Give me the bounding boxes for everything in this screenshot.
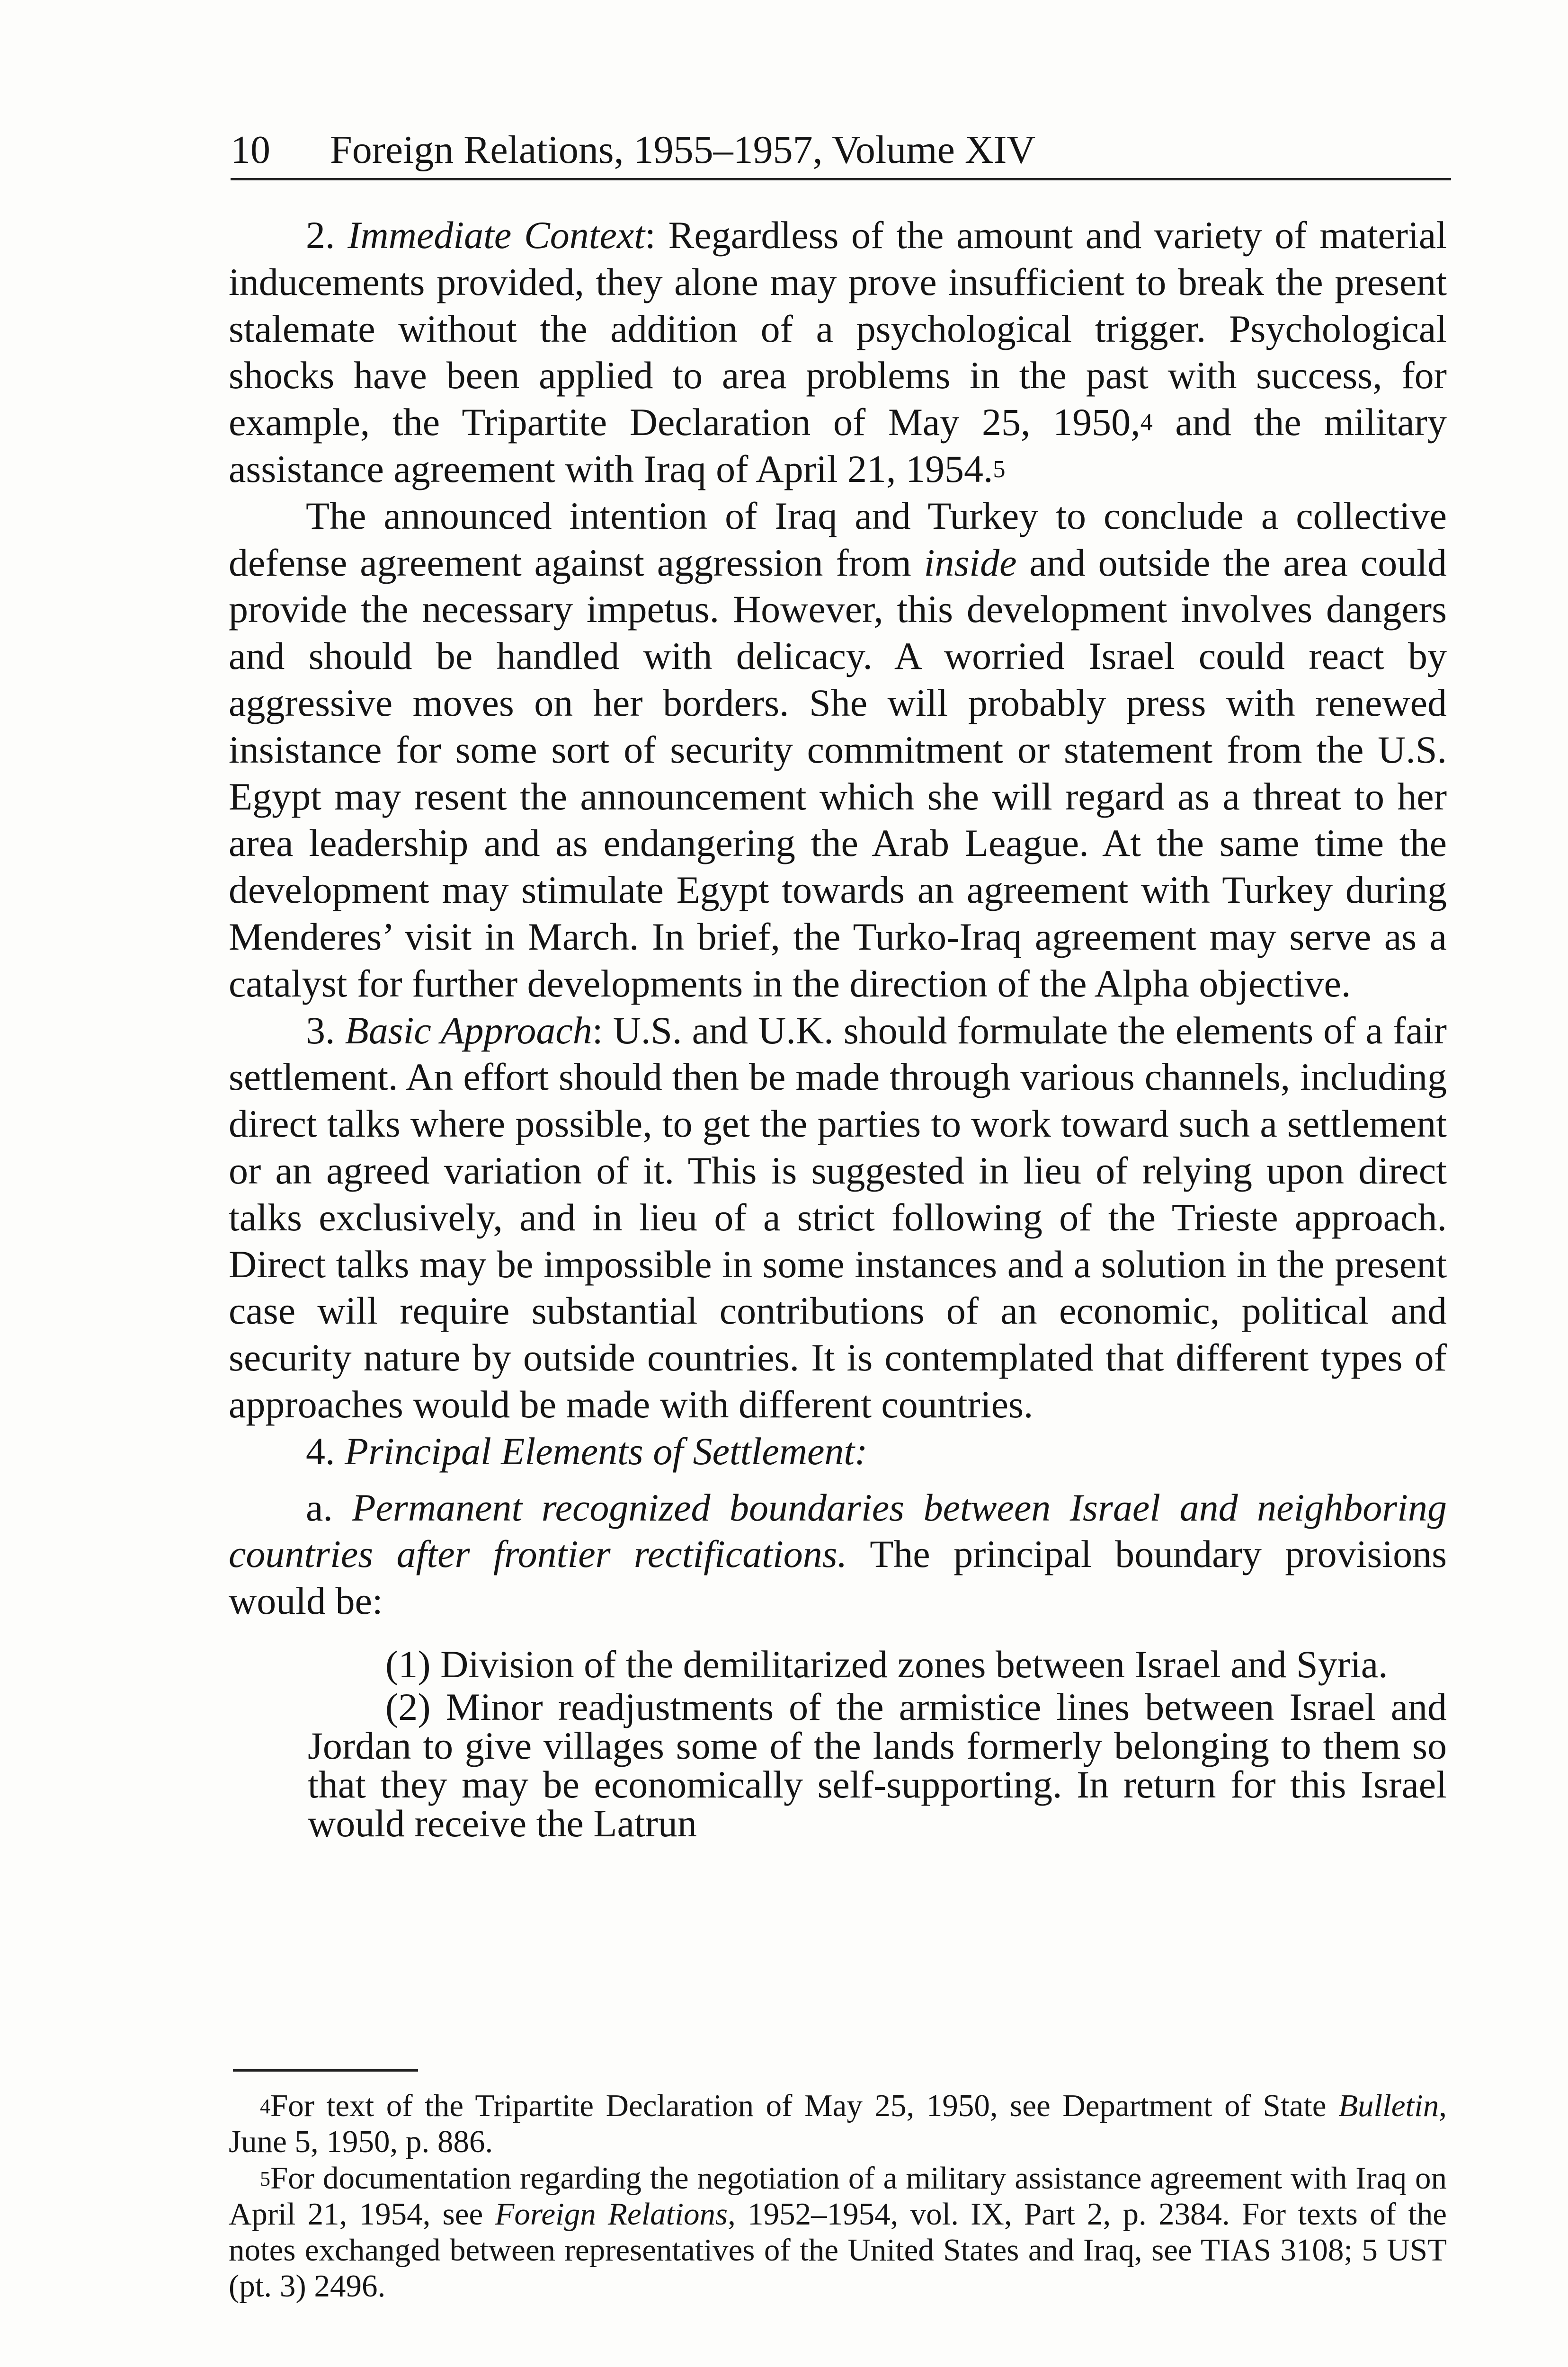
footnote-ref-4[interactable]: 4 [1140, 409, 1153, 436]
paragraph-basic-approach: 3. Basic Approach: U.S. and U.K. should formulate the elements of a fair settlement. An effort should then be made through various channels, including direct talks where possible, to get the parties to work toward such a settlement or an agreed variation of it. This is suggested in lieu of relying upon direct talks exclusively, and in lieu of a strict following of the Trieste approach. Direct talks may be impossible in some instances and a solution in the present case will require substantial contributions of an economic, political and security nature by outside countries. It is contemplated that different types of approaches would be made with different countries. [229, 1008, 1447, 1426]
paragraph-boundaries: a. Permanent recognized boundaries between Israel and neighboring countries after frontier rectifications. The principal boundary provisions would be: [229, 1486, 1447, 1623]
emphasis-inside: inside [924, 541, 1017, 584]
footnote-5: $^5$For documentation regarding the negotiation of a military assistance agreement with Iraq on April 21, 1954, see Foreign Relations, 1952–1954, vol. IX, Part 2, p. 2384. For texts of the notes exchanged between representatives of the United States and Iraq, see TIAS 3108; 5 UST (pt. 3) 2496. [229, 2161, 1447, 2304]
page-number: 10 [231, 128, 270, 172]
running-title: Foreign Relations, 1955–1957, Volume XIV [330, 128, 1036, 172]
heading-boundaries: Permanent recognized boundaries between Israel and neighboring countries after frontier rectifications. [229, 1486, 1447, 1576]
running-header [231, 122, 1451, 180]
paragraph-principal-elements: 4. Principal Elements of Settlement: [306, 1429, 868, 1473]
heading-immediate-context: Immediate Context [347, 214, 645, 257]
list-item-armistice-lines: (2) Minor readjustments of the armistice lines between Israel and Jordan to give villages some of the lands formerly belonging to them so that they may be economically self-supporting. In return for this Israel would receive the Latrun [308, 1685, 1447, 1845]
footnote-4: $^4$For text of the Tripartite Declaration of May 25, 1950, see Department of State Bulletin, June 5, 1950, p. 886. [229, 2088, 1447, 2159]
heading-basic-approach: Basic Approach [345, 1008, 592, 1052]
paragraph-immediate-context: 2. Immediate Context: Regardless of the amount and variety of material inducements provided, they alone may prove insufficient to break the present stalemate without the addition of a psychological trigger. Psychological shocks have been applied to area problems in the past with success, for example, the Tripartite Declaration of May 25, 1950,$^4$ and the military assistance agreement with Iraq of April 21, 1954.$^5$ [229, 214, 1447, 490]
paragraph-turko-iraq: The announced intention of Iraq and Turkey to conclude a collective defense agreement against aggression from inside and outside the area could provide the necessary impetus. However, this development involves dangers and should be handled with delicacy. A worried Israel could react by aggressive moves on her borders. She will probably press with renewed insistance for some sort of security commitment or statement from the U.S. Egypt may resent the announcement which she will regard as a threat to her area leadership and as endangering the Arab League. At the same time the development may stimulate Egypt towards an agreement with Turkey during Menderes’ visit in March. In brief, the Turko-Iraq agreement may serve as a catalyst for further developments in the direction of the Alpha objective. [229, 494, 1447, 1005]
footnote-divider [233, 2069, 418, 2072]
footnote-ref-5[interactable]: 5 [993, 455, 1006, 483]
footnotes [229, 2088, 1447, 2305]
list-item-demilitarized-zones: (1) Division of the demilitarized zones between Israel and Syria. [385, 1642, 1388, 1686]
body-text [229, 212, 1447, 1843]
heading-principal-elements: Principal Elements of Settlement: [345, 1429, 868, 1473]
